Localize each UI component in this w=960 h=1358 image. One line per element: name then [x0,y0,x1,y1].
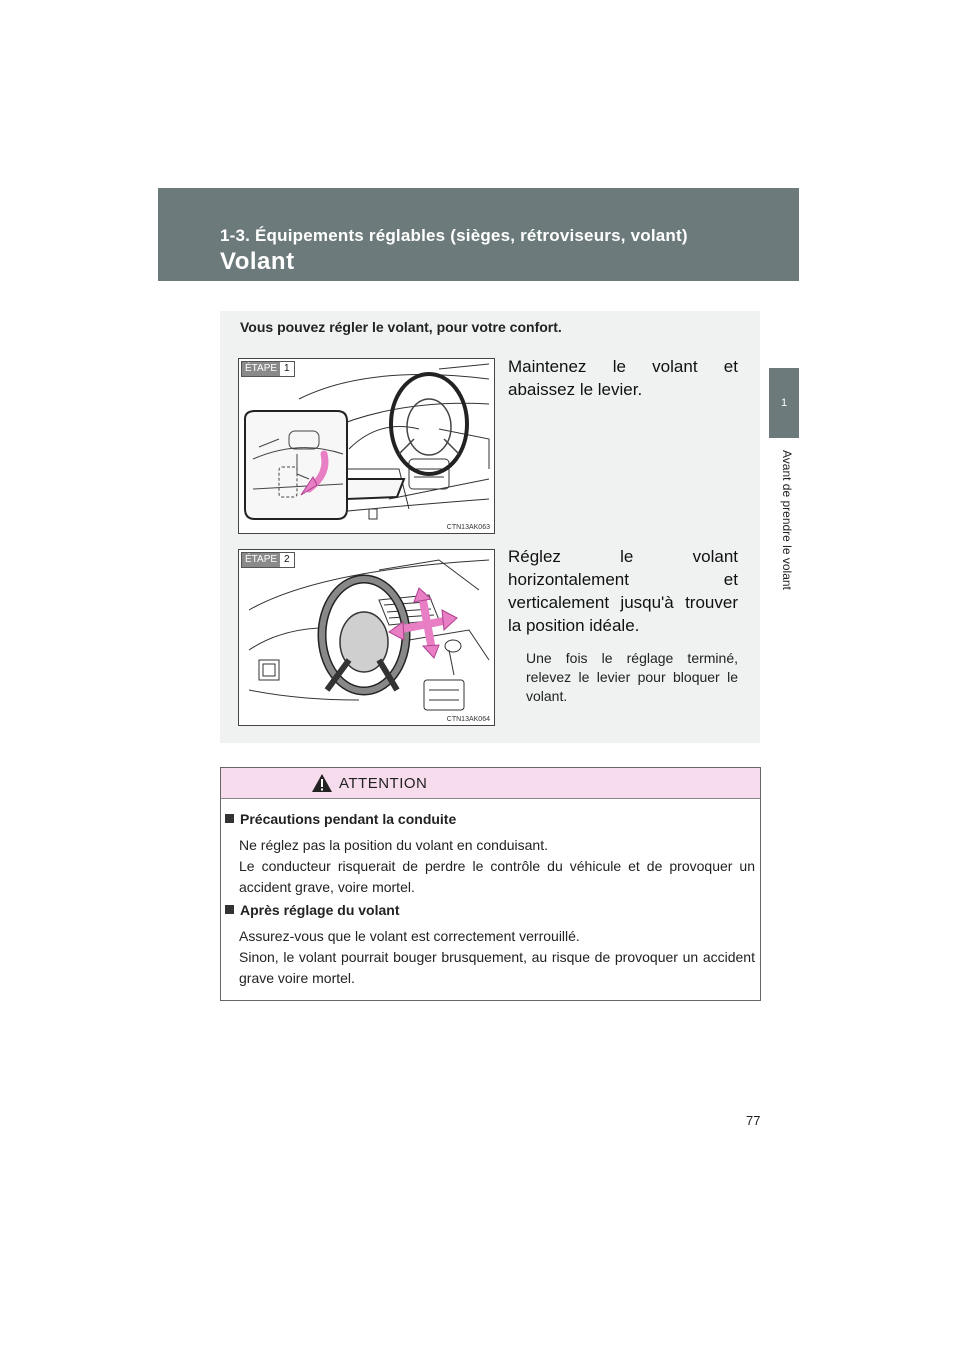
step1-label: ÉTAPE [242,362,280,376]
step2-label: ÉTAPE [242,553,280,567]
steering-lever-illustration [239,359,494,533]
chapter-tab[interactable]: 1 [769,368,799,438]
section-title: 1-3. Équipements réglables (sièges, rétroviseurs, volant) [220,226,688,245]
warning-heading-driving [225,811,456,827]
chapter-title: Avant de prendre le volant [780,450,794,590]
warning-box [220,767,761,1001]
step2-text: Réglez le volant horizontalement et verticalement jusqu'à trouver la position idéale. [508,547,738,635]
step2-figure [238,549,495,726]
step2-note: Une fois le réglage terminé, relevez le levier pour bloquer le volant. [526,650,738,704]
square-bullet-icon [225,814,234,823]
step2-figure-code: CTN13AK064 [446,716,490,723]
square-bullet-icon [225,905,234,914]
warning-text-2: Assurez-vous que le volant est correctement verrouillé. Sinon, le volant pourrait bouger brusquement, au risque de provoquer un accident grave voire mortel. [239,928,755,986]
procedure-panel [220,311,760,743]
intro-text: Vous pouvez régler le volant, pour votre confort. [240,319,562,335]
warning-heading-after [225,902,399,918]
page-number: 77 [746,1113,761,1128]
step1-figure-code: CTN13AK063 [446,524,490,531]
warning-title: ATTENTION [339,775,428,792]
step2-number: 2 [284,554,290,565]
page-title: Volant [220,248,295,275]
warning-text-after [239,926,755,989]
chapter-header [158,188,799,281]
warning-triangle-icon [311,773,333,793]
step2-badge [241,552,295,568]
step1-badge [241,361,295,377]
step1-number: 1 [284,363,290,374]
warning-heading-text: Après réglage du volant [240,902,400,918]
step1-text: Maintenez le volant et abaissez le levier. [508,357,738,399]
warning-header [221,768,760,799]
steering-adjust-illustration [239,550,494,725]
warning-text-1: Ne réglez pas la position du volant en conduisant. Le conducteur risquerait de perdre le contrôle du véhicule et de provoquer un accident grave, voire mortel. [239,837,755,895]
step1-figure [238,358,495,534]
warning-heading-text: Précautions pendant la conduite [240,811,457,827]
warning-text-driving [239,835,755,898]
